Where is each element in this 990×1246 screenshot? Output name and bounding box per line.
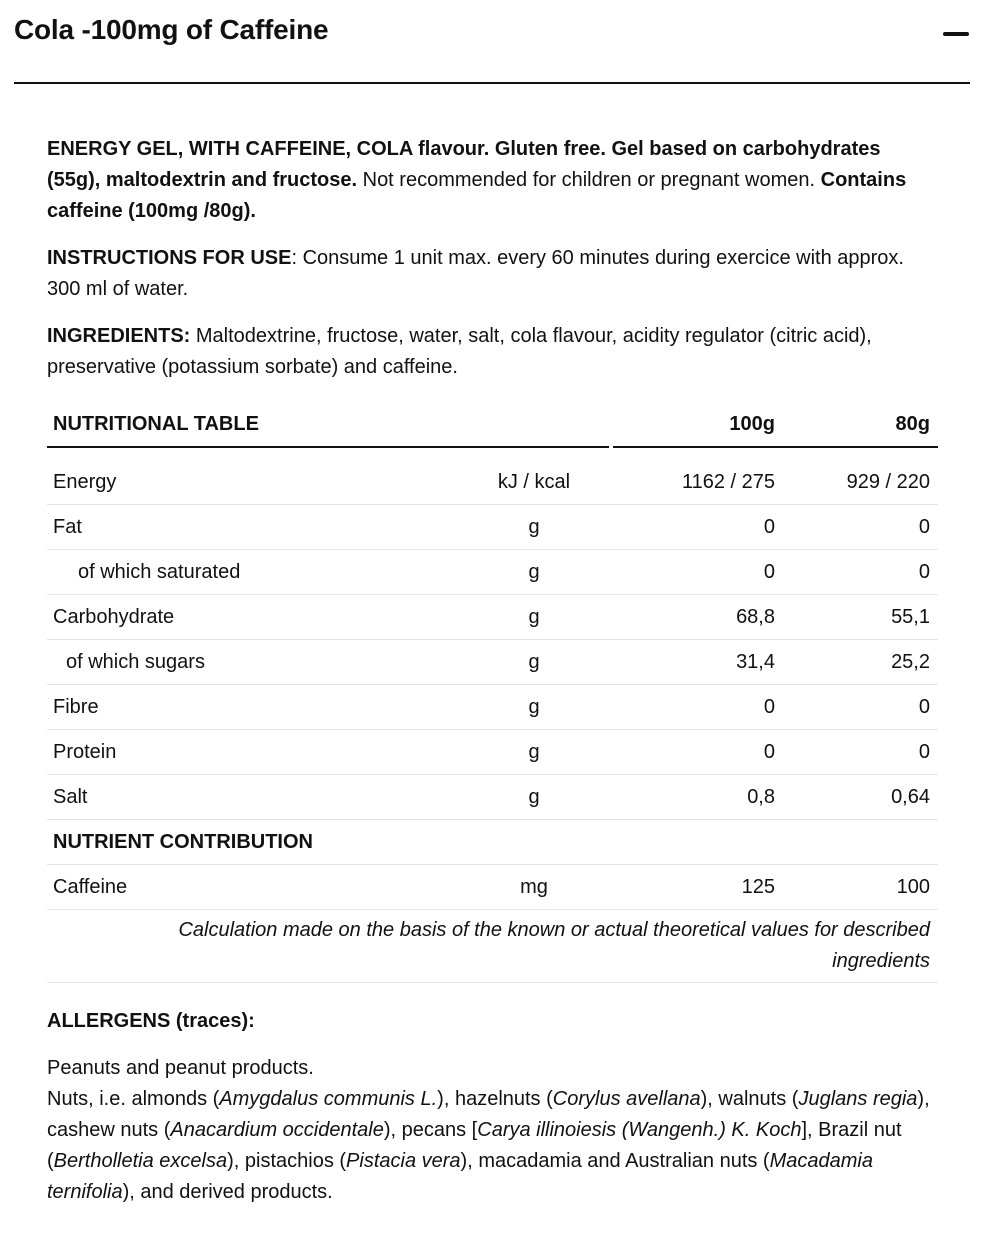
column-header-100g: 100g xyxy=(613,402,783,447)
row-value-80g: 0 xyxy=(783,505,938,550)
section-title: NUTRIENT CONTRIBUTION xyxy=(47,820,938,865)
row-value-100g: 125 xyxy=(613,865,783,910)
table-row xyxy=(47,685,938,730)
section-header-row xyxy=(47,820,938,865)
row-value-100g: 0 xyxy=(613,550,783,595)
row-value-100g: 68,8 xyxy=(613,595,783,640)
table-row xyxy=(47,865,938,910)
row-value-100g: 0 xyxy=(613,730,783,775)
product-title: Cola -100mg of Caffeine xyxy=(14,14,329,45)
row-unit: g xyxy=(459,730,609,775)
table-note: Calculation made on the basis of the known or actual theoretical values for described ingredients xyxy=(47,910,938,983)
ingredients-text: Maltodextrine, fructose, water, salt, cola flavour, acidity regulator (citric acid), preservative (potassium sorbate) and caffeine. xyxy=(47,325,872,378)
table-row xyxy=(47,550,938,595)
row-name: Protein xyxy=(47,730,459,775)
row-name: of which saturated xyxy=(47,550,459,595)
row-value-100g: 0,8 xyxy=(613,775,783,820)
row-name: Salt xyxy=(47,775,459,820)
description-bold: ENERGY GEL, WITH CAFFEINE, COLA flavour. Gluten free. Gel based on carbohydrates (55g), maltodextrin and fructose. xyxy=(47,138,881,191)
table-row xyxy=(47,595,938,640)
row-value-80g: 0,64 xyxy=(783,775,938,820)
allergens-section xyxy=(47,1006,937,1208)
allergens-heading: ALLERGENS (traces): xyxy=(47,1010,255,1032)
table-row xyxy=(47,640,938,685)
row-value-80g: 25,2 xyxy=(783,640,938,685)
row-value-80g: 0 xyxy=(783,550,938,595)
row-value-100g: 1162 / 275 xyxy=(613,460,783,505)
row-unit: g xyxy=(459,595,609,640)
row-unit: g xyxy=(459,505,609,550)
table-row xyxy=(47,730,938,775)
description-text: Not recommended for children or pregnant women. xyxy=(357,169,821,191)
table-title: NUTRITIONAL TABLE xyxy=(47,402,609,447)
row-name: Caffeine xyxy=(47,865,459,910)
row-name: Energy xyxy=(47,460,459,505)
ingredients-label: INGREDIENTS: xyxy=(47,325,191,347)
row-name: Fibre xyxy=(47,685,459,730)
row-value-80g: 100 xyxy=(783,865,938,910)
instructions-paragraph xyxy=(47,243,937,305)
row-value-80g: 55,1 xyxy=(783,595,938,640)
instructions-text: : Consume 1 unit max. every 60 minutes during exercice with approx. 300 ml of water. xyxy=(47,247,904,300)
table-row xyxy=(47,505,938,550)
row-unit: kJ / kcal xyxy=(459,460,609,505)
caffeine-statement: Contains caffeine (100mg /80g). xyxy=(47,169,907,222)
row-unit: mg xyxy=(459,865,609,910)
row-value-100g: 0 xyxy=(613,505,783,550)
table-row xyxy=(47,775,938,820)
product-description xyxy=(47,134,937,399)
row-name: Fat xyxy=(47,505,459,550)
nutritional-table xyxy=(47,402,938,983)
table-row xyxy=(47,460,938,505)
row-value-100g: 0 xyxy=(613,685,783,730)
row-value-80g: 929 / 220 xyxy=(783,460,938,505)
row-value-100g: 31,4 xyxy=(613,640,783,685)
accordion-header[interactable] xyxy=(14,0,970,84)
row-unit: g xyxy=(459,550,609,595)
table-note-row xyxy=(47,910,938,983)
row-value-80g: 0 xyxy=(783,685,938,730)
table-header-row xyxy=(47,402,938,447)
row-unit: g xyxy=(459,685,609,730)
instructions-label: INSTRUCTIONS FOR USE xyxy=(47,247,292,269)
ingredients-paragraph xyxy=(47,321,937,383)
description-paragraph xyxy=(47,134,937,227)
row-name: of which sugars xyxy=(47,640,459,685)
row-unit: g xyxy=(459,775,609,820)
allergen-nuts: Nuts, i.e. almonds (Amygdalus communis L.), hazelnuts (Corylus avellana), walnuts (Juglans regia), cashew nuts (Anacardium occidentale), pecans [Carya illinoiesis (Wangenh.) K. Koch], Brazil nut (Bertholletia excelsa), pistachios (Pistacia vera), macadamia and Australian nuts (Macadamia ternifolia), and derived products. xyxy=(47,1088,930,1203)
allergen-peanuts: Peanuts and peanut products. xyxy=(47,1057,314,1079)
minus-icon xyxy=(943,32,969,36)
row-unit: g xyxy=(459,640,609,685)
column-header-80g: 80g xyxy=(783,402,938,447)
collapse-button[interactable] xyxy=(942,20,970,48)
row-value-80g: 0 xyxy=(783,730,938,775)
row-name: Carbohydrate xyxy=(47,595,459,640)
